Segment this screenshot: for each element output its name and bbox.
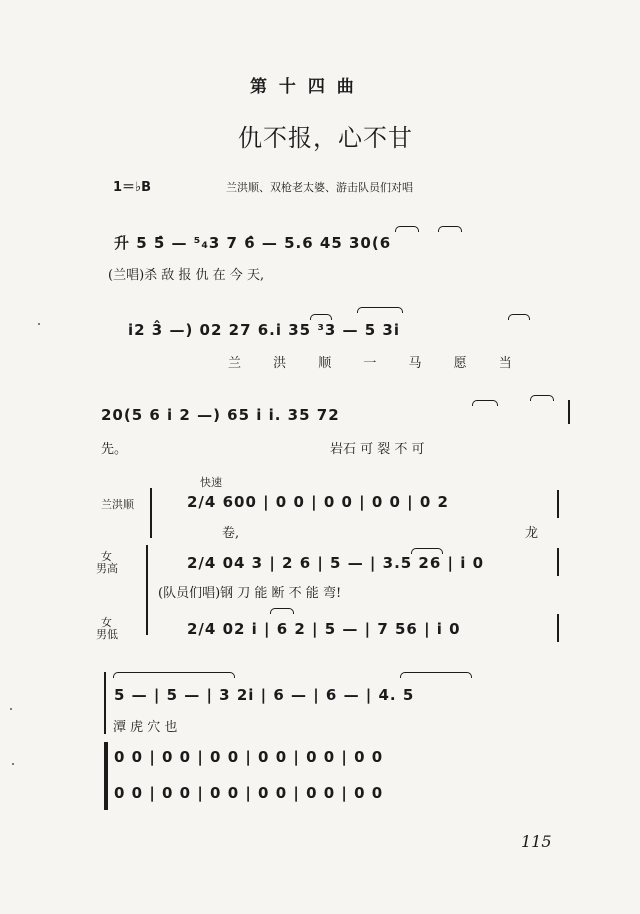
system1-solo-lyric-left: 卷, bbox=[222, 526, 240, 541]
slur bbox=[472, 400, 498, 406]
system2-high-notes: 0 0 | 0 0 | 0 0 | 0 0 | 0 0 | 0 0 bbox=[114, 748, 384, 766]
system1-high-notes: 2/4 04 3 | 2 6 | 5 — | 3.5 26 | i 0 bbox=[187, 554, 485, 572]
system1-high-lyrics: (队员们唱)钢 刀 能 断 不 能 弯! bbox=[158, 586, 342, 601]
tempo-marking: 快速 bbox=[200, 476, 222, 489]
part-label-high-female: 女 bbox=[101, 550, 112, 563]
part-label-high-male: 男高 bbox=[96, 562, 118, 575]
barline bbox=[557, 614, 559, 642]
slur bbox=[411, 548, 443, 554]
slur bbox=[310, 314, 332, 320]
tie bbox=[113, 672, 235, 678]
barline bbox=[557, 490, 559, 518]
line2-notes: i2 3̂ —) 02 27 6.i 35 ³3 — 5 3i bbox=[128, 321, 401, 339]
slur bbox=[508, 314, 530, 320]
line2-lyrics: 兰 洪 顺 一 马 愿 当 bbox=[228, 356, 526, 371]
speck bbox=[10, 708, 12, 710]
page-number: 115 bbox=[521, 832, 552, 851]
performers-note: 兰洪顺、双枪老太婆、游击队员们对唱 bbox=[226, 181, 413, 194]
system1-low-notes: 2/4 02 i | 6 2 | 5 — | 7 56 | i 0 bbox=[187, 620, 461, 638]
system2-solo-notes: 5 — | 5 — | 3 2i | 6 — | 6 — | 4. 5 bbox=[114, 686, 415, 704]
key-signature: 1＝♭B bbox=[113, 180, 152, 195]
line3-lyrics-left: 先。 bbox=[101, 442, 128, 457]
line3-lyrics-right: 岩石 可 裂 不 可 bbox=[330, 442, 425, 457]
line3-notes: 20(5 6 i 2 —) 65 i i. 35 72 bbox=[101, 406, 340, 424]
slur bbox=[395, 226, 419, 232]
part-label-low-female: 女 bbox=[101, 616, 112, 629]
part-label-low-male: 男低 bbox=[96, 628, 118, 641]
barline bbox=[568, 400, 570, 424]
line1-notes: 升 5 5̂ — ⁵₄3 7 6̂ — 5.6 45 30(6 bbox=[114, 234, 392, 252]
slur bbox=[530, 395, 554, 401]
choir-brace bbox=[146, 545, 148, 635]
system2-solo-brace bbox=[104, 672, 106, 734]
barline bbox=[557, 548, 559, 576]
solo-brace bbox=[150, 488, 152, 538]
system2-solo-lyrics: 潭 虎 穴 也 bbox=[113, 720, 178, 735]
slur bbox=[438, 226, 462, 232]
speck bbox=[38, 323, 40, 325]
song-title: 仇不报，心不甘 bbox=[238, 124, 413, 152]
system2-low-notes: 0 0 | 0 0 | 0 0 | 0 0 | 0 0 | 0 0 bbox=[114, 784, 384, 802]
system2-choir-brace bbox=[104, 742, 108, 810]
tie bbox=[400, 672, 472, 678]
part-label-lanhongshun: 兰洪顺 bbox=[101, 498, 134, 511]
slur bbox=[357, 307, 403, 313]
line1-lyrics: (兰唱)杀 敌 报 仇 在 今 天, bbox=[108, 268, 265, 283]
system1-solo-notes: 2/4 600 | 0 0 | 0 0 | 0 0 | 0 2 bbox=[187, 493, 449, 511]
system1-solo-lyric-right: 龙 bbox=[525, 526, 539, 541]
chapter-heading: 第 十 四 曲 bbox=[250, 77, 357, 97]
slur bbox=[270, 608, 294, 614]
speck bbox=[12, 763, 14, 765]
